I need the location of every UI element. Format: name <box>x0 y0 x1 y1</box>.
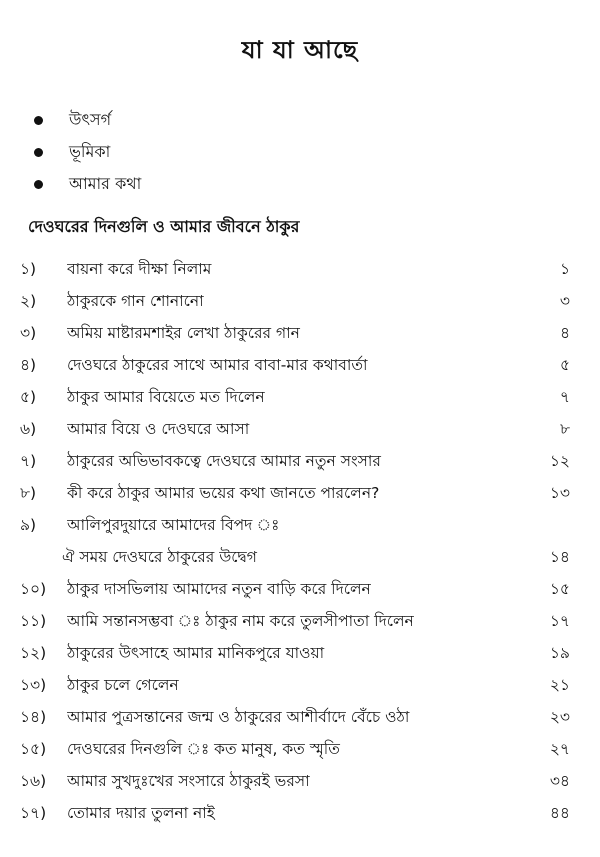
toc-number: ৪) <box>20 356 37 374</box>
front-matter-label: উৎসর্গ <box>69 109 112 129</box>
toc-title: আমার পুত্রসন্তানের জন্ম ও ঠাকুরের আশীর্বাদে বেঁচে ওঠা <box>67 708 410 726</box>
toc-title: ঐ সময় দেওঘরে ঠাকুরের উদ্বেগ <box>62 548 257 566</box>
toc-row <box>0 731 600 763</box>
toc-number: ১২) <box>20 644 47 662</box>
toc-page-number: ৭ <box>559 388 570 406</box>
toc-row <box>0 379 600 411</box>
bullet-icon <box>34 180 43 189</box>
toc-row <box>0 315 600 347</box>
toc-page-number: ৮ <box>559 420 570 438</box>
toc-row <box>0 475 600 507</box>
toc-number: ১৭) <box>20 804 47 822</box>
toc-title: বায়না করে দীক্ষা নিলাম <box>67 260 212 278</box>
page-title: যা যা আছে <box>241 36 359 64</box>
toc-page-number: ৪৪ <box>549 804 570 822</box>
toc-number: ৫) <box>20 388 37 406</box>
toc-title: ঠাকুর দাসভিলায় আমাদের নতুন বাড়ি করে দিলেন <box>67 580 371 598</box>
toc-row <box>0 667 600 699</box>
toc-page-number: ২৩ <box>549 708 570 726</box>
toc-page-number: ৪ <box>559 324 570 342</box>
toc-page-number: ২১ <box>549 676 570 694</box>
toc-number: ৬) <box>20 420 37 438</box>
toc-number: ৭) <box>20 452 37 470</box>
toc-title: আমার সুখদুঃখের সংসারে ঠাকুরই ভরসা <box>67 772 310 790</box>
toc-number: ১৬) <box>20 772 47 790</box>
front-matter-item <box>34 104 334 136</box>
front-matter-item <box>34 136 334 168</box>
toc-page-number: ৩৪ <box>549 772 570 790</box>
toc-row <box>0 763 600 795</box>
toc-number: ২) <box>20 292 37 310</box>
toc-title: ঠাকুর আমার বিয়েতে মত দিলেন <box>67 388 265 406</box>
toc-number: ৯) <box>20 516 37 534</box>
toc-number: ১৩) <box>20 676 47 694</box>
toc-page-number: ১৭ <box>549 612 570 630</box>
toc-title: ঠাকুরের উৎসাহে আমার মানিকপুরে যাওয়া <box>67 644 325 662</box>
toc-number: ১) <box>20 260 37 278</box>
section-heading: দেওঘরের দিনগুলি ও আমার জীবনে ঠাকুর <box>28 217 300 236</box>
toc-title: কী করে ঠাকুর আমার ভয়ের কথা জানতে পারলেন? <box>67 484 380 502</box>
toc-title: আমার বিয়ে ও দেওঘরে আসা <box>67 420 250 438</box>
toc-title: আমি সন্তানসম্ভবা ঃ ঠাকুর নাম করে তুলসীপাতা দিলেন <box>67 612 414 630</box>
toc-page-number: ১৯ <box>549 644 570 662</box>
toc-page-number: ২৭ <box>549 740 570 758</box>
toc-row <box>0 251 600 283</box>
toc-row <box>0 699 600 731</box>
toc-row <box>0 635 600 667</box>
toc-row <box>0 571 600 603</box>
toc-number: ৩) <box>20 324 37 342</box>
toc-number: ১৪) <box>20 708 47 726</box>
toc-number: ৮) <box>20 484 37 502</box>
bullet-icon <box>34 116 43 125</box>
toc-page-number: ১৩ <box>549 484 570 502</box>
toc-row <box>0 347 600 379</box>
toc-number: ১০) <box>20 580 47 598</box>
toc-row <box>0 443 600 475</box>
toc-title: দেওঘরে ঠাকুরের সাথে আমার বাবা-মার কথাবার্তা <box>67 356 368 374</box>
toc-title: আলিপুরদুয়ারে আমাদের বিপদ ঃ <box>67 516 280 534</box>
toc-title: ঠাকুরের অভিভাবকত্বে দেওঘরে আমার নতুন সংসার <box>67 452 381 470</box>
toc-title: ঠাকুর চলে গেলেন <box>67 676 179 694</box>
toc-page-number: ১ <box>559 260 570 278</box>
toc-title: তোমার দয়ার তুলনা নাই <box>67 804 215 822</box>
toc-page-number: ৫ <box>559 356 570 374</box>
front-matter-list <box>34 104 334 200</box>
toc-row <box>0 507 600 539</box>
toc-row <box>0 603 600 635</box>
toc-number: ১৫) <box>20 740 47 758</box>
toc-row <box>0 283 600 315</box>
toc-title: অমিয় মাষ্টারমশাইর লেখা ঠাকুরের গান <box>67 324 300 342</box>
toc-row <box>0 411 600 443</box>
toc-number: ১১) <box>20 612 47 630</box>
toc-list <box>0 251 600 827</box>
toc-page-number: ১২ <box>549 452 570 470</box>
toc-page-number: ১৫ <box>549 580 570 598</box>
toc-page-number: ১৪ <box>549 548 570 566</box>
toc-title: দেওঘরের দিনগুলি ঃ কত মানুষ, কত স্মৃতি <box>67 740 340 758</box>
front-matter-item <box>34 168 334 200</box>
toc-page-number: ৩ <box>559 292 570 310</box>
toc-row-continuation <box>0 539 600 571</box>
front-matter-label: ভূমিকা <box>69 141 111 161</box>
toc-title: ঠাকুরকে গান শোনানো <box>67 292 204 310</box>
bullet-icon <box>34 148 43 157</box>
front-matter-label: আমার কথা <box>69 173 142 193</box>
toc-row <box>0 795 600 827</box>
